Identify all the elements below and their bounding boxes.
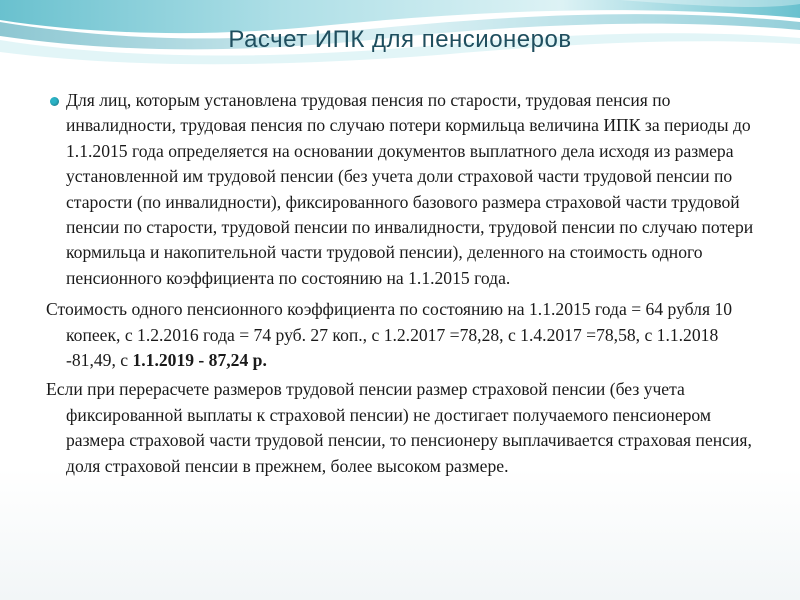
highlighted-value: 1.1.2019 - 87,24 р. <box>132 350 267 371</box>
paragraph-recalculation <box>46 377 758 479</box>
paragraph-text: Если при перерасчете размеров трудовой пенсии размер страховой пенсии (без учета фиксированной выплаты к страховой пенсии) не достигает получаемого пенсионером размера страховой части трудовой пенсии, то пенсионеру выплачивается страховая пенсия, доля страховой пенсии в прежнем, более высоком размере. <box>46 379 752 476</box>
paragraph-text: Для лиц, которым установлена трудовая пенсия по старости, трудовая пенсия по инвалидности, трудовая пенсия по случаю потери кормильца величина ИПК за периоды до 1.1.2015 года определяется на основании документов выплатного дела исходя из размера установленной им трудовой пенсии (без учета доли страховой части трудовой пенсии по старости (по инвалидности), фиксированного базового размера страховой части трудовой пенсии по старости, трудовой пенсии по инвалидности, трудовой пенсии по случаю потери кормильца и накопительной части трудовой пенсии), деленного на стоимость одного пенсионного коэффициента по состоянию на 1.1.2015 года. <box>66 90 754 288</box>
paragraph-ipk-definition <box>46 88 758 291</box>
slide-body <box>46 88 758 479</box>
bullet-icon <box>50 97 59 106</box>
slide-title: Расчет ИПК для пенсионеров <box>228 26 572 53</box>
paragraph-text: Стоимость одного пенсионного коэффициента по состоянию на 1.1.2015 года = 64 рубля 10 копеек, с 1.2.2016 года = 74 руб. 27 коп., с 1.2.2017 =78,28, с 1.4.2017 =78,58, с 1.1.2018 -81,49, с <box>46 299 733 371</box>
paragraph-coefficient-cost <box>46 297 758 373</box>
